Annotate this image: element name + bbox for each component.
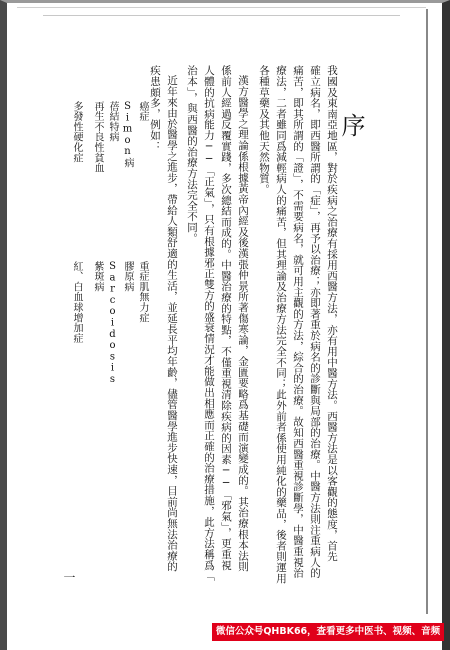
text-column-4: 療法，二者雖同爲減輕病人的痛苦，但其理論及治療方法完全不同；此外前者係使用純化的藥品，後者則運用 [275,65,287,584]
disease-list-item: 膠原病 [122,261,133,292]
disease-list-item: 再生不良性貧血 [92,101,103,174]
disease-list-item: 紅、白血球增加症 [71,261,82,344]
text-column-3: 痛苦，即其所謂的「證」，不需要病名，就可用主觀的方法，綜合的治療。故知西醫重視診斷學，中醫重視治 [292,65,304,579]
page-edge-line [17,7,426,8]
disease-list-item: 多發性硬化症 [71,101,82,163]
page-top-rule [43,15,400,16]
text-column-8: 人體的抗病能力──「正氣」，只有根據邪正雙方的盛衰情況才能做出相應而正確的治療措施，此方法稱爲「 [203,65,215,582]
text-column-10: 近年來由於醫學之進步，帶給人類舒適的生活，並延長平均年齡，儘管醫學進步快速，目前尚無法治療的 [166,75,178,572]
disease-list-item: Sarcoidosis [107,261,118,386]
page-right-rule [426,9,428,614]
disease-list-item: 癌症 [137,101,148,122]
disease-list-item: 蓓結特病 [107,101,118,143]
text-column-2: 確立病名，即西醫所謂的「症」，再予以治療；亦即著重於病名的診斷與局部的治療。中醫方法則注重病人的 [309,65,321,579]
page-number: 一 [62,571,76,583]
page-title: 序 [337,113,365,143]
disease-list-item: Simon病 [122,101,133,168]
text-column-9: 治本」，與西醫的治療方法完全不同。 [186,65,198,244]
text-column-7: 係前人經過反覆實踐，多次總結而成的。中醫治療的特點，不僅重視清除疾病的因素──「邪氣」，更重視 [220,65,232,571]
text-column-5: 各種草藥及其他天然物質。 [258,65,270,195]
disease-list-item: 紫斑病 [92,261,103,292]
disease-list-item: 重症肌無力症 [137,261,148,323]
text-column-1: 我國及東南亞地區，對於疾病之治療有採用西醫方法，亦有用中醫方法。西醫方法是以客觀的態度，首先 [326,65,338,562]
text-column-6: 漢方醫學之理論係根據黃帝內經及後漢張仲景所著傷寒論，金匱要略爲基礎而演變成的。其治療根本法則 [237,75,249,572]
text-column-11: 疾患頗多，例如： [149,65,161,152]
watermark-banner: 微信公众号QHBK66，查看更多中医书、视频、音频 [212,623,444,641]
